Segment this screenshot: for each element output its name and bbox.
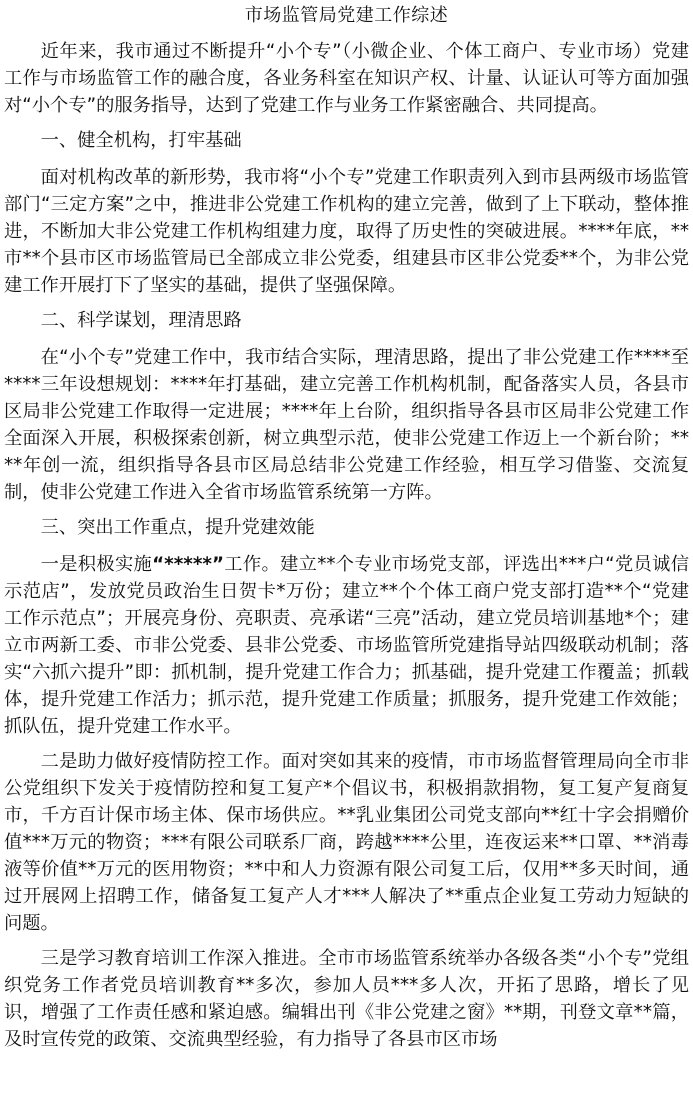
section-heading-2: 二、科学谋划，理清思路 (40, 310, 242, 331)
section-heading-3: 三、突出工作重点，提升党建效能 (40, 517, 315, 538)
section-1-paragraph: 面对机构改革的新形势，我市将“小个专”党建工作职责列入到市县两级市场监管部门“三定方案”之中，推进非公党建工作机构的建立完善，做到了上下联动，整体推进，不断加大非公党建工作机构组建力度，取得了历史性的突破进展。****年底，**市**个县市区市场监管局已全部成立非公党委，组建县市区非公党委**个，为非公党建工作开展打下了坚实的基础，提供了坚强保障。 (4, 167, 689, 296)
document-title: 市场监管局党建工作综述 (244, 5, 449, 26)
section-3-paragraph-3: 三是学习教育培训工作深入推进。全市市场监管系统举办各级各类“小个专”党组织党务工作者党员培训教育**多次，参加人员***多人次，开拓了思路，增长了见识，增强了工作责任感和紧迫感。编辑出刊《非公党建之窗》**期，刊登文章**篇，及时宣传党的政策、交流典型经验，有力指导了各县市区市场 (4, 948, 689, 1050)
section-3-paragraph-1 (4, 551, 689, 740)
intro-paragraph: 近年来，我市通过不断提升“小个专”（小微企业、个体工商户、专业市场）党建工作与市场监管工作的融合度，各业务科室在知识产权、计量、认证认可等方面加强对“小个专”的服务指导，达到了党建工作与业务工作紧密融合、共同提高。 (4, 41, 689, 116)
p1-bold-text: “*****” (152, 554, 224, 575)
p1-rest-text: 工作。建立**个专业市场党支部，评选出***户“党员诚信示范店”，发放党员政治生日贺卡*万份；建立**个个体工商户党支部打造**个“党建工作示范点”；开展亮身份、亮职责、亮承诺“三亮”活动，建立党员培训基地*个；建立市两新工委、市非公党委、县非公党委、市场监管所党建指导站四级联动机制；落实“六抓六提升”即：抓机制，提升党建工作合力；抓基础，提升党建工作覆盖；抓载体，提升党建工作活力；抓示范，提升党建工作质量；抓服务，提升党建工作效能；抓队伍，提升党建工作水平。 (4, 554, 689, 737)
p1-lead-text: 一是积极实施 (40, 554, 153, 575)
section-2-paragraph: 在“小个专”党建工作中，我市结合实际，理清思路，提出了非公党建工作****至****三年设想规划：****年打基础，建立完善工作机构机制，配备落实人员，各县市区局非公党建工作取得一定进展；****年上台阶，组织指导各县市区局非公党建工作全面深入开展，积极探索创新，树立典型示范，使非公党建工作迈上一个新台阶；****年创一流，组织指导各县市区局总结非公党建工作经验，相互学习借鉴、交流复制，使非公党建工作进入全省市场监管系统第一方阵。 (4, 347, 689, 503)
section-heading-1: 一、健全机构，打牢基础 (40, 130, 242, 151)
section-3-paragraph-2: 二是助力做好疫情防控工作。面对突如其来的疫情，市市场监督管理局向全市非公党组织下发关于疫情防控和复工复产*个倡议书，积极捐款捐物，复工复产复商复市，千方百计保市场主体、保市场供应。**乳业集团公司党支部向**红十字会捐赠价值***万元的物资；***有限公司联系厂商，跨越****公里，连夜运来**口罩、**消毒液等价值**万元的医用物资；**中和人力资源有限公司复工后，仅用**多天时间，通过开展网上招聘工作，储备复工复产人才***人解决了**重点企业复工劳动力短缺的问题。 (4, 751, 689, 934)
